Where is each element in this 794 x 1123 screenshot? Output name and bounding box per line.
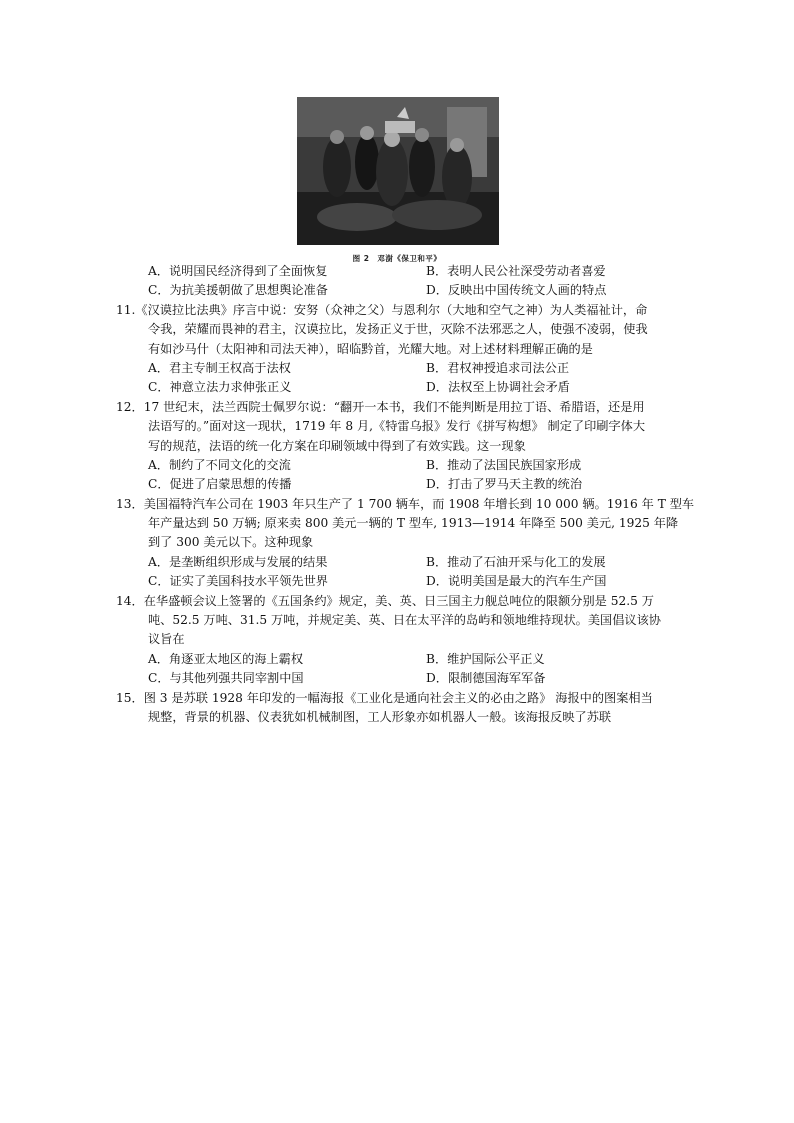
q10-option-d[interactable]: D．反映出中国传统文人画的特点	[426, 283, 607, 298]
q10-option-b[interactable]: B．表明人民公社深受劳动者喜爱	[426, 264, 606, 278]
q12-options-row-2	[116, 475, 688, 494]
q12-stem-line-1: 12．17 世纪末，法兰西院士佩罗尔说：“翻开一本书，我们不能判断是用拉丁语、希腊语，还是用	[116, 399, 645, 414]
q12-option-c[interactable]: C．促进了启蒙思想的传播	[148, 477, 292, 492]
q14-option-b[interactable]: B．维护国际公平正义	[426, 651, 545, 666]
q13-options-row-2	[116, 572, 688, 591]
q11-option-a[interactable]: A．君主专制王权高于法权	[148, 360, 291, 375]
q11-stem-line-3: 有如沙马什（太阳神和司法天神），昭临黔首，光耀大地。对上述材料理解正确的是	[148, 341, 593, 356]
q13-stem-line-1: 13．美国福特汽车公司在 1903 年只生产了 1 700 辆车，而 1908 年增长到 10 000 辆。1916 年 T 型车	[116, 496, 695, 511]
q12-option-b[interactable]: B．推动了法国民族国家形成	[426, 457, 582, 472]
q13-option-c[interactable]: C．证实了美国科技水平领先世界	[148, 574, 328, 589]
q14-option-c[interactable]: C．与其他列强共同宰割中国	[148, 671, 304, 686]
q14-option-d[interactable]: D．限制德国海军军备	[426, 671, 546, 686]
q10-options-row-1	[116, 262, 688, 281]
painting-image	[297, 97, 499, 245]
q15-stem-line-1: 15．图 3 是苏联 1928 年印发的一幅海报《工业化是通向社会主义的必由之路》 海报中的图案相当	[116, 690, 653, 705]
painting-illustration	[297, 97, 499, 245]
q12-option-a[interactable]: A．制约了不同文化的交流	[148, 457, 291, 472]
q12-option-d[interactable]: D．打击了罗马天主教的统治	[426, 477, 583, 492]
q13-options-row-1	[116, 553, 688, 572]
figure-caption: 图 2 邓澍《保卫和平》	[352, 254, 442, 263]
q11-options-row-1	[116, 359, 688, 378]
q12-options-row-1	[116, 456, 688, 475]
q11-options-row-2	[116, 378, 688, 397]
question-content	[116, 262, 695, 727]
q11-option-c[interactable]: C．神意立法力求伸张正义	[148, 380, 292, 395]
q15-stem-line-2: 规整，背景的机器、仪表犹如机械制图，工人形象亦如机器人一般。该海报反映了苏联	[148, 709, 612, 724]
q10-option-a[interactable]: A．说明国民经济得到了全面恢复	[148, 264, 328, 278]
q12-stem-line-3: 写的规范，法语的统一化方案在印刷领域中得到了有效实践。这一现象	[148, 438, 526, 453]
q11-option-d[interactable]: D．法权至上协调社会矛盾	[426, 380, 570, 395]
q13-stem-line-3: 到了 300 美元以下。这种现象	[148, 535, 314, 550]
q14-options-row-1	[116, 650, 688, 669]
q10-option-c[interactable]: C．为抗美援朝做了思想舆论准备	[148, 283, 328, 298]
q11-stem-line-2: 令我，荣耀而畏神的君主，汉谟拉比，发扬正义于世，灭除不法邪恶之人，使强不凌弱，使我	[148, 322, 648, 337]
q12-stem-line-2: 法语写的。”面对这一现状，1719 年 8 月,《特雷乌报》发行《拼写构想》 制定了印刷字体大	[148, 419, 646, 434]
q14-options-row-2	[116, 669, 688, 688]
figure-2	[297, 97, 499, 246]
q13-stem-line-2: 年产量达到 50 万辆; 原来卖 800 美元一辆的 T 型车, 1913—1914 年降至 500 美元, 1925 年降	[148, 516, 679, 531]
q13-option-a[interactable]: A．是垄断组织形成与发展的结果	[148, 554, 328, 569]
q13-option-d[interactable]: D．说明美国是最大的汽车生产国	[426, 574, 607, 589]
q14-option-a[interactable]: A．角逐亚太地区的海上霸权	[148, 651, 304, 666]
q14-stem-line-2: 吨、52.5 万吨、31.5 万吨，并规定美、英、日在太平洋的岛屿和领地维持现状。美国倡议该协	[148, 613, 661, 628]
q14-stem-line-1: 14．在华盛顿会议上签署的《五国条约》规定，美、英、日三国主力舰总吨位的限额分别是 52.5 万	[116, 593, 654, 608]
q11-option-b[interactable]: B．君权神授追求司法公正	[426, 360, 570, 375]
q11-stem-line-1: 11.《汉谟拉比法典》序言中说：安努（众神之父）与恩利尔（大地和空气之神）为人类福祉计，命	[116, 302, 648, 317]
q13-option-b[interactable]: B．推动了石油开采与化工的发展	[426, 554, 606, 569]
q14-stem-line-3: 议旨在	[148, 632, 185, 647]
q10-options-row-2	[116, 281, 688, 300]
